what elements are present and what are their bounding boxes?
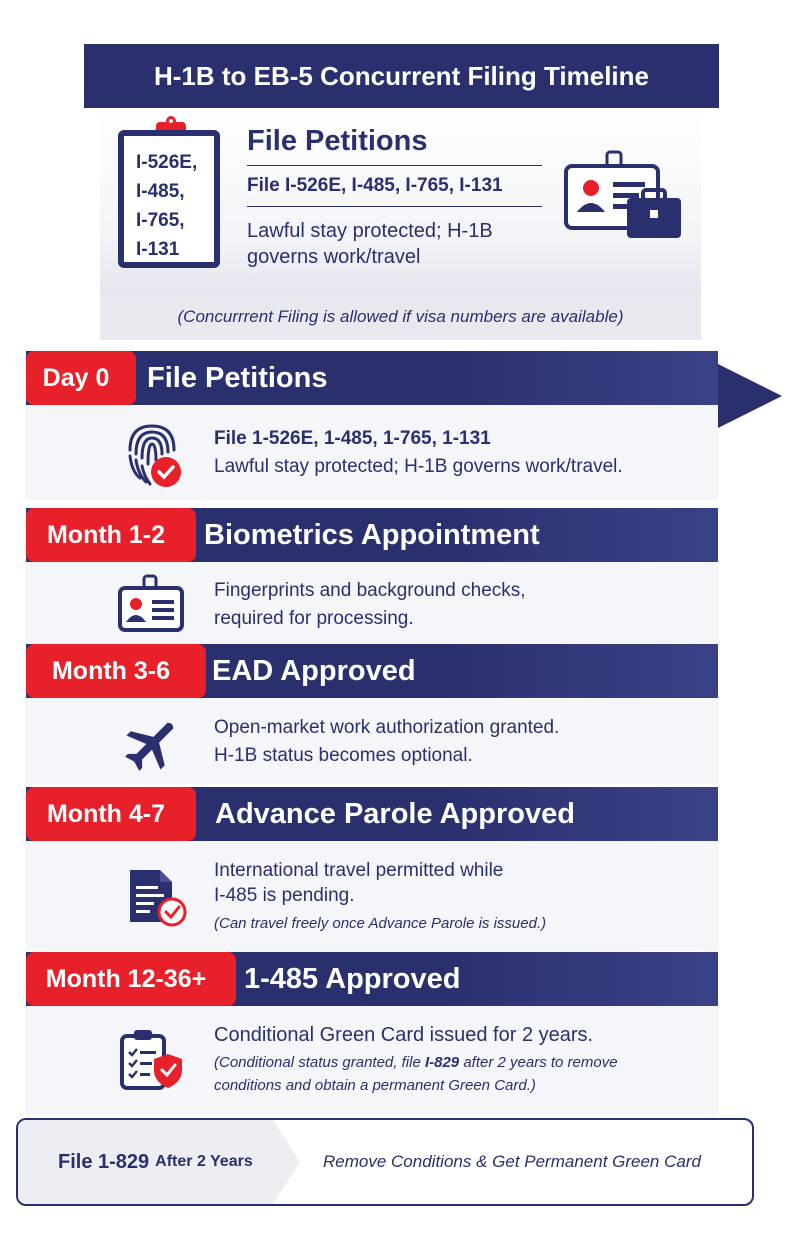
timeline-description-line: Lawful stay protected; H-1B governs work/travel.	[214, 456, 623, 477]
timeline-badge: Day 0	[26, 351, 126, 405]
id-card-icon	[116, 574, 186, 636]
timeline-title: File Petitions	[147, 361, 328, 394]
final-step-box	[16, 1118, 754, 1206]
clipboard-line: I-765,	[136, 210, 185, 231]
final-step-result: Remove Conditions & Get Permanent Green Card	[323, 1152, 701, 1171]
final-step-form: File 1-829	[58, 1150, 150, 1173]
document-check-icon	[126, 866, 190, 928]
divider	[247, 206, 542, 207]
concurrent-filing-note: (Concurrrent Filing is allowed if visa numbers are available)	[100, 294, 701, 340]
note-form-number: I-829	[424, 1054, 460, 1071]
summary-description	[247, 218, 547, 270]
clipboard-forms	[136, 148, 197, 264]
timeline-description	[214, 1023, 618, 1097]
timeline-badge: Month 3-6	[26, 644, 196, 698]
timeline-note: (Can travel freely once Advance Parole is issued.)	[214, 915, 547, 932]
timeline-title: EAD Approved	[212, 654, 416, 687]
divider	[247, 165, 542, 166]
timeline-description-line: H-1B status becomes optional.	[214, 745, 473, 766]
timeline-title: Biometrics Appointment	[204, 518, 540, 551]
clipboard-shield-icon	[118, 1028, 186, 1092]
note-text: after 2 years to remove	[459, 1054, 618, 1071]
summary-forms: File I-526E, I-485, I-765, I-131	[247, 175, 503, 196]
timeline-description-line: required for processing.	[214, 608, 414, 629]
clipboard-line: I-131	[136, 239, 180, 260]
timeline-title: Advance Parole Approved	[215, 797, 575, 830]
timeline-description-line: File 1-526E, 1-485, 1-765, 1-131	[214, 428, 491, 449]
timeline-description-line: Open-market work authorization granted.	[214, 717, 560, 738]
timeline-description	[214, 425, 623, 481]
page-title: H-1B to EB-5 Concurrent Filing Timeline	[84, 44, 719, 108]
final-step-timing: After 2 Years	[155, 1153, 253, 1170]
arrow-right-icon	[718, 364, 782, 428]
timeline-badge: Month 12-36+	[26, 952, 226, 1006]
timeline-note	[214, 1051, 618, 1074]
summary-title: File Petitions	[247, 125, 428, 157]
timeline-description	[214, 577, 526, 633]
summary-description-line: governs work/travel	[247, 246, 421, 268]
timeline-description-line: Fingerprints and background checks,	[214, 580, 526, 601]
timeline-title: 1-485 Approved	[244, 962, 461, 995]
airplane-icon	[122, 714, 182, 774]
timeline-description-line: International travel permitted while	[214, 860, 504, 881]
timeline-badge: Month 4-7	[26, 787, 186, 841]
timeline-description-line: I-485 is pending.	[214, 885, 355, 906]
timeline-description	[214, 714, 559, 770]
summary-description-line: Lawful stay protected; H-1B	[247, 220, 493, 242]
final-step-label	[58, 1120, 253, 1204]
clipboard-line: I-526E,	[136, 152, 198, 173]
id-badge-briefcase-icon	[563, 150, 685, 242]
timeline-description	[214, 858, 546, 935]
clipboard-line: I-485,	[136, 181, 185, 202]
timeline-note: conditions and obtain a permanent Green Card.)	[214, 1077, 536, 1094]
fingerprint-check-icon	[122, 420, 184, 490]
timeline-badge: Month 1-2	[26, 508, 186, 562]
note-text: (Conditional status granted, file	[214, 1054, 425, 1071]
timeline-description-line: Conditional Green Card issued for 2 years.	[214, 1024, 594, 1046]
